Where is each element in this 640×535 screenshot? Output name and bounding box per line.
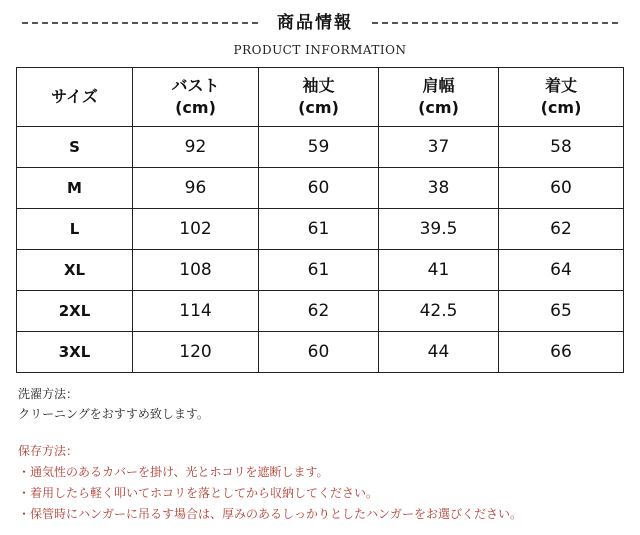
sleeve-cell: 61 bbox=[259, 209, 379, 250]
table-row bbox=[17, 168, 624, 209]
washing-heading: 洗濯方法： bbox=[18, 387, 79, 401]
length-cell: 60 bbox=[499, 168, 624, 209]
bust-cell: 92 bbox=[133, 127, 259, 168]
storage-line: ・通気性のあるカバーを掛け、光とホコリを遮断します。 bbox=[18, 465, 329, 479]
bust-cell: 120 bbox=[133, 332, 259, 373]
bust-cell: 114 bbox=[133, 291, 259, 332]
washing-instructions bbox=[18, 384, 628, 424]
shoulder-cell: 41 bbox=[379, 250, 499, 291]
table-row bbox=[17, 332, 624, 373]
washing-text: クリーニングをおすすめ致します。 bbox=[18, 407, 209, 421]
section-header bbox=[0, 8, 640, 38]
column-header-sleeve-length: 袖丈 (cm) bbox=[259, 68, 379, 127]
storage-heading: 保存方法： bbox=[18, 444, 79, 458]
storage-line: ・着用したら軽く叩いてホコリを落としてから収納してください。 bbox=[18, 486, 379, 500]
length-cell: 65 bbox=[499, 291, 624, 332]
size-cell: 3XL bbox=[17, 332, 133, 373]
sleeve-cell: 60 bbox=[259, 168, 379, 209]
size-cell: 2XL bbox=[17, 291, 133, 332]
bust-cell: 96 bbox=[133, 168, 259, 209]
shoulder-cell: 44 bbox=[379, 332, 499, 373]
bust-cell: 102 bbox=[133, 209, 259, 250]
header-divider-left bbox=[22, 22, 258, 24]
sleeve-cell: 61 bbox=[259, 250, 379, 291]
table-row bbox=[17, 291, 624, 332]
column-header-size: サイズ bbox=[17, 68, 133, 127]
length-cell: 58 bbox=[499, 127, 624, 168]
column-header-shoulder-width: 肩幅 (cm) bbox=[379, 68, 499, 127]
storage-instructions bbox=[18, 441, 636, 525]
size-cell: M bbox=[17, 168, 133, 209]
section-title: 商品情報 bbox=[277, 13, 353, 33]
length-cell: 66 bbox=[499, 332, 624, 373]
table-row bbox=[17, 209, 624, 250]
sleeve-cell: 59 bbox=[259, 127, 379, 168]
sleeve-cell: 62 bbox=[259, 291, 379, 332]
column-header-length: 着丈 (cm) bbox=[499, 68, 624, 127]
shoulder-cell: 37 bbox=[379, 127, 499, 168]
size-cell: XL bbox=[17, 250, 133, 291]
storage-line: ・保管時にハンガーに吊るす場合は、厚みのあるしっかりとしたハンガーをお選びください。 bbox=[18, 507, 523, 521]
length-cell: 62 bbox=[499, 209, 624, 250]
table-header-row bbox=[17, 68, 624, 127]
table-row bbox=[17, 250, 624, 291]
size-chart-table bbox=[16, 67, 624, 373]
size-cell: S bbox=[17, 127, 133, 168]
header-divider-right bbox=[372, 22, 618, 24]
length-cell: 64 bbox=[499, 250, 624, 291]
sleeve-cell: 60 bbox=[259, 332, 379, 373]
shoulder-cell: 42.5 bbox=[379, 291, 499, 332]
size-cell: L bbox=[17, 209, 133, 250]
shoulder-cell: 39.5 bbox=[379, 209, 499, 250]
shoulder-cell: 38 bbox=[379, 168, 499, 209]
column-header-bust: バスト (cm) bbox=[133, 68, 259, 127]
table-row bbox=[17, 127, 624, 168]
section-subtitle: PRODUCT INFORMATION bbox=[233, 43, 407, 57]
bust-cell: 108 bbox=[133, 250, 259, 291]
